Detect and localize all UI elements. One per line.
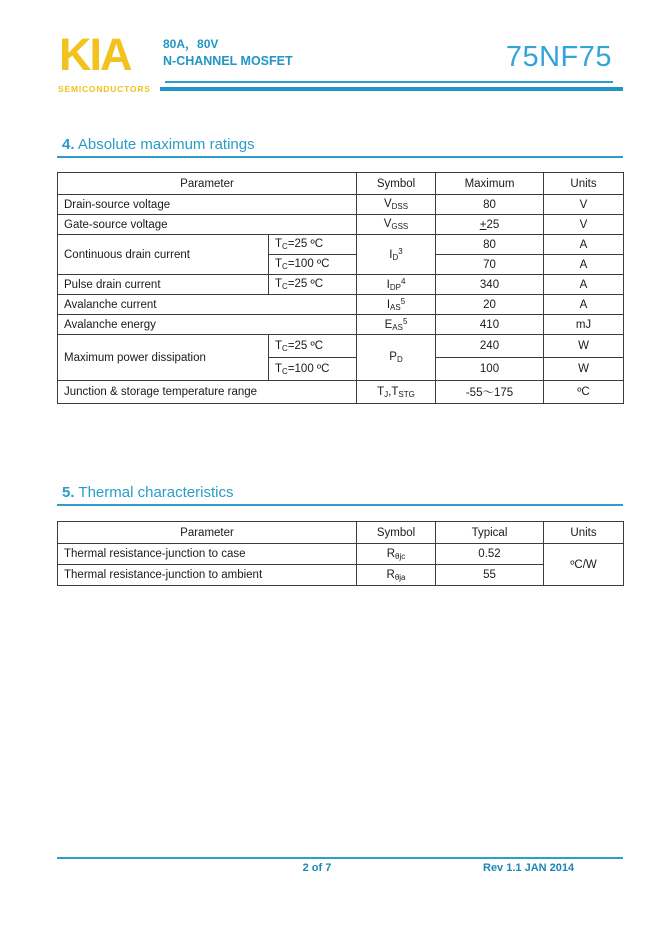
- param-cell: Maximum power dissipation: [58, 335, 269, 381]
- units-cell: A: [544, 275, 624, 295]
- header-units: Units: [544, 522, 624, 544]
- typical-cell: 55: [436, 565, 544, 586]
- page-indicator: 2 of 7: [302, 862, 332, 874]
- section-5-title: Thermal characteristics: [78, 484, 234, 501]
- param-cell: Thermal resistance-junction to case: [58, 544, 357, 565]
- section-5-rule: [57, 504, 623, 506]
- condition-cell: $T_C=25$ ºC: [269, 235, 357, 255]
- header-divider-thick: [160, 87, 623, 91]
- table-row: [58, 335, 624, 358]
- units-cell: V: [544, 195, 624, 215]
- section-4-heading: [62, 136, 255, 153]
- revision-label: Rev 1.1 JAN 2014: [483, 862, 575, 874]
- units-cell: A: [544, 295, 624, 315]
- symbol-cell: $V_{GSS}$: [357, 215, 436, 235]
- condition-cell: $T_C=100$ ºC: [269, 358, 357, 381]
- device-type: N-CHANNEL MOSFET: [163, 54, 293, 68]
- table-row: [58, 565, 624, 586]
- section-5-heading: [62, 484, 233, 501]
- units-cell: ºC/W: [544, 544, 624, 586]
- units-cell: W: [544, 358, 624, 381]
- section-4-rule: [57, 156, 623, 158]
- table-row: [58, 295, 624, 315]
- device-summary: [163, 36, 293, 70]
- typical-cell: 0.52: [436, 544, 544, 565]
- maximum-cell: -55～175: [436, 381, 544, 404]
- symbol-cell: $R_{\theta jc}$: [357, 544, 436, 565]
- condition-cell: $T_C=25$ ºC: [269, 335, 357, 358]
- kia-logo: KIA: [59, 29, 131, 80]
- absolute-maximum-ratings-table: [57, 172, 624, 404]
- units-cell: ºC: [544, 381, 624, 404]
- maximum-cell: 20: [436, 295, 544, 315]
- maximum-cell: 70: [436, 255, 544, 275]
- condition-cell: $T_C=100$ ºC: [269, 255, 357, 275]
- param-cell: Junction & storage temperature range: [58, 381, 357, 404]
- header-maximum: Maximum: [436, 173, 544, 195]
- maximum-cell: 80: [436, 195, 544, 215]
- symbol-cell: $R_{\theta ja}$: [357, 565, 436, 586]
- units-cell: mJ: [544, 315, 624, 335]
- header-units: Units: [544, 173, 624, 195]
- maximum-cell: 80: [436, 235, 544, 255]
- table-header-row: [58, 522, 624, 544]
- maximum-cell: 340: [436, 275, 544, 295]
- units-cell: W: [544, 335, 624, 358]
- param-cell: Drain-source voltage: [58, 195, 357, 215]
- table-row: [58, 381, 624, 404]
- param-cell: Avalanche energy: [58, 315, 357, 335]
- table-row: [58, 215, 624, 235]
- header-parameter: Parameter: [58, 173, 357, 195]
- table-row: [58, 315, 624, 335]
- logo-subtext: SEMICONDUCTORS: [58, 84, 151, 94]
- param-cell: Continuous drain current: [58, 235, 269, 275]
- symbol-cell: $E_{AS}^5$: [357, 315, 436, 335]
- param-cell: Avalanche current: [58, 295, 357, 315]
- section-4-title: Absolute maximum ratings: [77, 136, 255, 153]
- table-row: [58, 544, 624, 565]
- maximum-cell: 240: [436, 335, 544, 358]
- symbol-cell: $I_{DP}^4$: [357, 275, 436, 295]
- symbol-cell: $I_{AS}^5$: [357, 295, 436, 315]
- maximum-cell: 100: [436, 358, 544, 381]
- units-cell: A: [544, 255, 624, 275]
- part-number: 75NF75: [505, 41, 612, 73]
- symbol-cell: $V_{DSS}$: [357, 195, 436, 215]
- condition-cell: $T_C=25$ ºC: [269, 275, 357, 295]
- header-typical: Typical: [436, 522, 544, 544]
- param-cell: Thermal resistance-junction to ambient: [58, 565, 357, 586]
- table-header-row: [58, 173, 624, 195]
- symbol-cell: $I_D^3$: [357, 235, 436, 275]
- symbol-cell: $T_J,T_{STG}$: [357, 381, 436, 404]
- table-row: [58, 275, 624, 295]
- header-symbol: Symbol: [357, 173, 436, 195]
- maximum-cell: +25: [436, 215, 544, 235]
- table-row: [58, 195, 624, 215]
- header-symbol: Symbol: [357, 522, 436, 544]
- units-cell: A: [544, 235, 624, 255]
- section-4-number: 4.: [62, 136, 75, 153]
- param-cell: Pulse drain current: [58, 275, 269, 295]
- table-row: [58, 235, 624, 255]
- maximum-cell: 410: [436, 315, 544, 335]
- device-rating: 80A，80V: [163, 37, 219, 51]
- thermal-characteristics-table: [57, 521, 624, 586]
- header-divider-thin: [165, 81, 613, 83]
- param-cell: Gate-source voltage: [58, 215, 357, 235]
- units-cell: V: [544, 215, 624, 235]
- section-5-number: 5.: [62, 484, 75, 501]
- footer-divider: [57, 857, 623, 859]
- header-parameter: Parameter: [58, 522, 357, 544]
- symbol-cell: $P_D$: [357, 335, 436, 381]
